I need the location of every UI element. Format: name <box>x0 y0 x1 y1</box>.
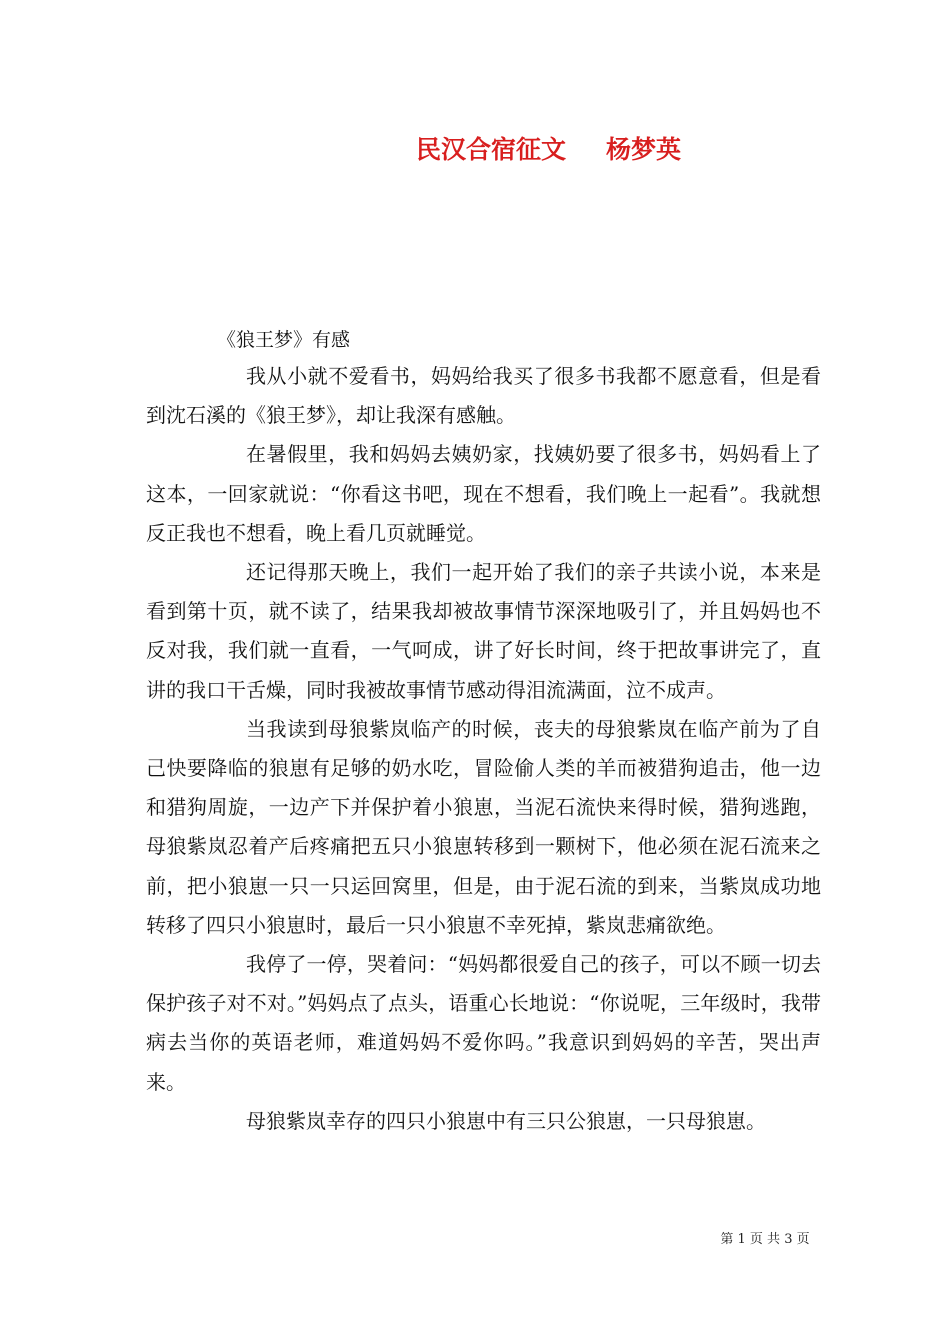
document-author: 杨梦英 <box>606 135 682 164</box>
essay-subtitle: 《狼王梦》有感 <box>217 329 351 351</box>
document-title-line <box>0 133 950 167</box>
essay-body <box>146 357 821 1141</box>
paragraph: 在暑假里，我和妈妈去姨奶家，找姨奶要了很多书，妈妈看上了这本，一回家就说：“你看这书吧，现在不想看，我们晚上一起看”。我就想反正我也不想看，晚上看几页就睡觉。 <box>146 442 821 545</box>
page-number: 第 1 页 共 3 页 <box>720 1232 810 1247</box>
paragraph: 母狼紫岚幸存的四只小狼崽中有三只公狼崽，一只母狼崽。 <box>246 1108 766 1133</box>
paragraph: 我从小就不爱看书，妈妈给我买了很多书我都不愿意看，但是看到沈石溪的《狼王梦》，却让我深有感触。 <box>146 364 821 428</box>
paragraph: 还记得那天晚上，我们一起开始了我们的亲子共读小说，本来是看到第十页，就不读了，结果我却被故事情节深深地吸引了，并且妈妈也不反对我，我们就一直看，一气呵成，讲了好长时间，终于把故事讲完了，直讲的我口干舌燥，同时我被故事情节感动得泪流满面，泣不成声。 <box>146 560 821 702</box>
paragraph: 当我读到母狼紫岚临产的时候，丧夫的母狼紫岚在临产前为了自己快要降临的狼崽有足够的奶水吃，冒险偷人类的羊而被猎狗追击，他一边和猎狗周旋，一边产下并保护着小狼崽，当泥石流快来得时候，猎狗逃跑，母狼紫岚忍着产后疼痛把五只小狼崽转移到一颗树下，他必须在泥石流来之前，把小狼崽一只一只运回窝里，但是，由于泥石流的到来，当紫岚成功地转移了四只小狼崽时，最后一只小狼崽不幸死掉，紫岚悲痛欲绝。 <box>146 716 821 937</box>
document-title: 民汉合宿征文 <box>415 135 566 164</box>
paragraph: 我停了一停，哭着问：“妈妈都很爱自己的孩子，可以不顾一切去保护孩子对不对。”妈妈点了点头，语重心长地说：“你说呢，三年级时，我带病去当你的英语老师，难道妈妈不爱你吗。”我意识到妈妈的辛苦，哭出声来。 <box>146 952 821 1094</box>
